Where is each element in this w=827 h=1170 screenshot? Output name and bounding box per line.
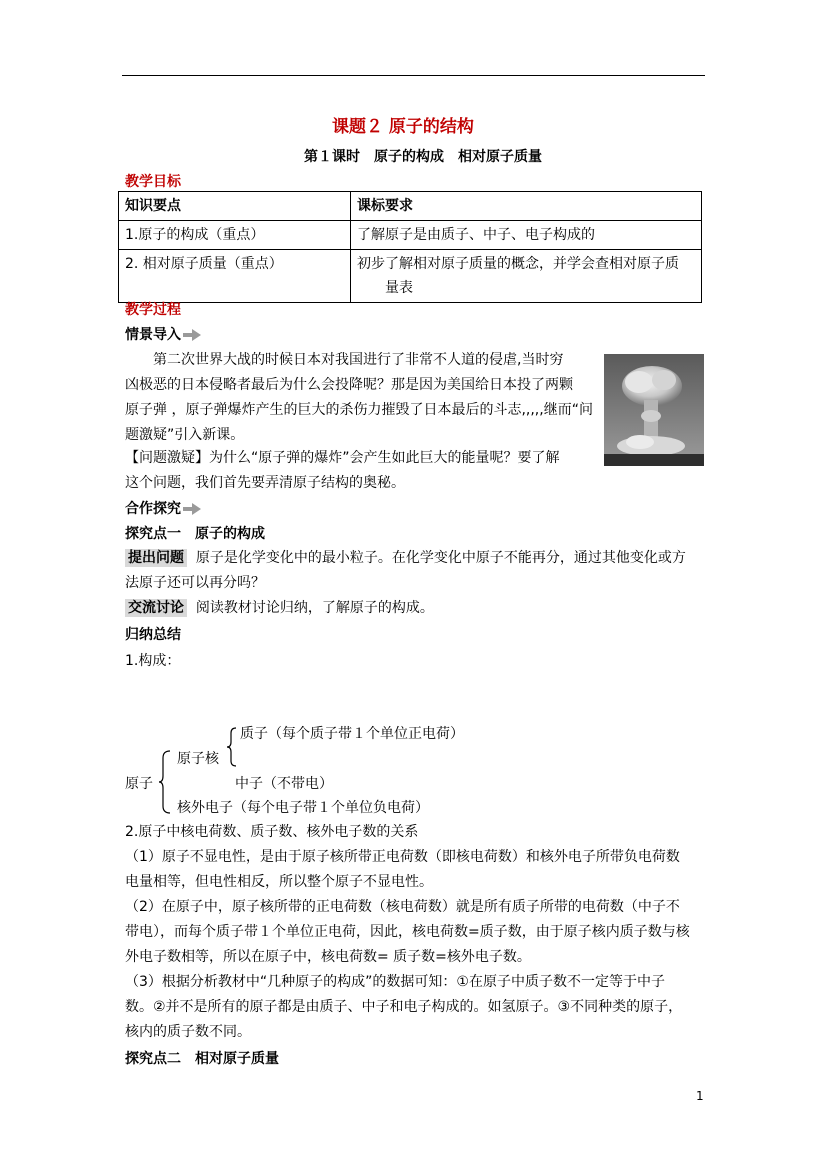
relation-line: 电量相等，但电性相反，所以整个原子不显电性。 — [125, 874, 433, 890]
intro-line: 原子弹 ，原子弹爆炸产生的巨大的杀伤力摧毁了日本最后的斗志,,,,,继而“问 — [125, 402, 593, 418]
composition-label: 1.构成： — [125, 653, 181, 669]
page-number: 1 — [696, 1089, 704, 1103]
table-row — [119, 221, 702, 250]
intro-heading-label: 情景导入 — [125, 327, 181, 343]
ask-text: 原子是化学变化中的最小粒子。在化学变化中原子不能再分，通过其他变化或方 — [195, 550, 686, 566]
relation-section — [125, 820, 715, 1045]
intro-line: 凶极恶的日本侵略者最后为什么会投降呢？那是因为美国给日本投了两颗 — [125, 377, 573, 393]
relation-line: 带电），而每个质子带１个单位正电荷，因此，核电荷数=质子数，由于原子核内质子数与核 — [125, 924, 690, 940]
table-row — [119, 250, 702, 303]
intro-heading — [125, 324, 201, 344]
arrow-right-icon — [183, 503, 201, 515]
arrow-right-icon — [183, 329, 201, 341]
relation-line: （2）在原子中，原子核所带的正电荷数（核电荷数）就是所有质子所带的电荷数（中子不 — [125, 899, 680, 915]
diagram-nucleus: 原子核 — [177, 751, 219, 767]
summary-heading: 归纳总结 — [125, 627, 181, 643]
intro-paragraph — [125, 348, 601, 448]
objectives-heading: 教学目标 — [125, 174, 181, 190]
discuss-tag: 交流讨论 — [125, 599, 187, 617]
table-header-row — [119, 192, 702, 221]
table-cell: 2. 相对原子质量（重点） — [119, 250, 351, 303]
brace-atom-icon — [158, 750, 172, 814]
table-cell-line: 量表 — [385, 280, 413, 296]
question-line: 这个问题，我们首先要弄清原子结构的奥秘。 — [125, 475, 405, 491]
table-cell: 1.原子的构成（重点） — [119, 221, 351, 250]
table-cell — [351, 250, 702, 303]
question-paragraph — [125, 446, 605, 496]
discuss-text: 阅读教材讨论归纳，了解原子的构成。 — [195, 600, 434, 616]
table-header-cell: 课标要求 — [351, 192, 702, 221]
brace-nucleus-icon — [226, 727, 238, 767]
ask-tag: 提出问题 — [125, 549, 187, 567]
relation-line: （3）根据分析教材中“几种原子的构成”的数据可知：①在原子中质子数不一定等于中子 — [125, 974, 665, 990]
table-cell: 了解原子是由质子、中子、电子构成的 — [351, 221, 702, 250]
discuss-paragraph — [125, 596, 715, 621]
top-rule — [122, 75, 705, 76]
process-heading: 教学过程 — [125, 302, 181, 318]
coop-heading-label: 合作探究 — [125, 501, 181, 517]
relation-line: 核内的质子数不同。 — [125, 1024, 251, 1040]
point2-heading: 探究点二 相对原子质量 — [125, 1051, 279, 1067]
relation-title: 2.原子中核电荷数、质子数、核外电子数的关系 — [125, 824, 419, 840]
relation-line: （1）原子不显电性，是由于原子核所带正电荷数（即核电荷数）和核外电子所带负电荷数 — [125, 849, 680, 865]
point1-heading: 探究点一 原子的构成 — [125, 526, 265, 542]
diagram-proton: 质子（每个质子带１个单位正电荷） — [240, 726, 464, 742]
diagram-atom: 原子 — [125, 776, 153, 792]
objectives-table — [118, 191, 702, 303]
page-subtitle: 第１课时 原子的构成 相对原子质量 — [304, 149, 542, 165]
diagram-neutron: 中子（不带电） — [235, 776, 333, 792]
ask-line: 法原子还可以再分吗？ — [125, 575, 265, 591]
page-title: 课题２ 原子的结构 — [332, 117, 474, 137]
ask-paragraph — [125, 546, 715, 596]
mushroom-cloud-photo — [604, 354, 704, 466]
table-cell-line: 初步了解相对原子质量的概念，并学会查相对原子质 — [357, 256, 679, 272]
diagram-electron: 核外电子（每个电子带１个单位负电荷） — [177, 800, 429, 816]
coop-heading — [125, 498, 201, 518]
intro-line: 题激疑”引入新课。 — [125, 427, 245, 443]
table-header-cell: 知识要点 — [119, 192, 351, 221]
relation-line: 数。②并不是所有的原子都是由质子、中子和电子构成的。如氢原子。③不同种类的原子， — [125, 999, 683, 1015]
ask-line — [125, 546, 715, 571]
intro-line: 第二次世界大战的时候日本对我国进行了非常不人道的侵虐,当时穷 — [153, 352, 564, 368]
question-line: 【问题激疑】为什么“原子弹的爆炸”会产生如此巨大的能量呢？要了解 — [125, 450, 560, 466]
relation-line: 外电子数相等，所以在原子中，核电荷数= 质子数=核外电子数。 — [125, 949, 531, 965]
